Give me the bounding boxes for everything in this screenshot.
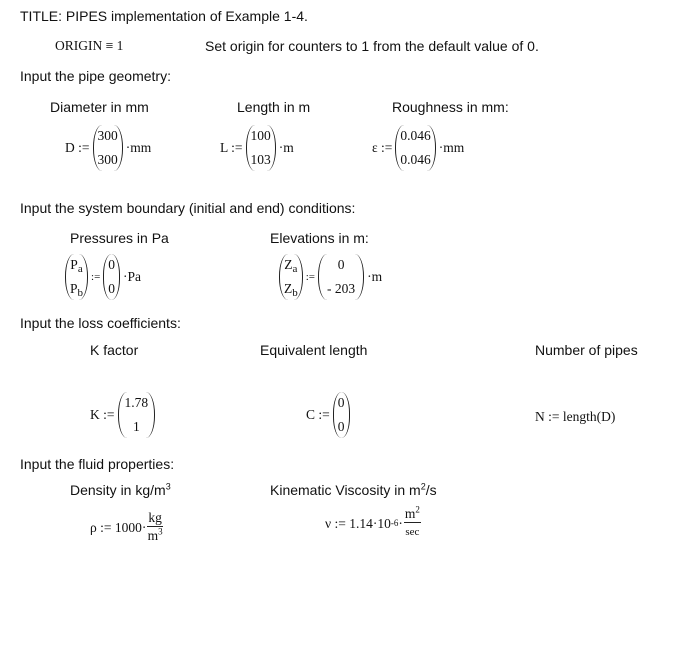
length-matrix: 100 103 [246, 125, 276, 171]
c-matrix: 0 0 [333, 392, 350, 438]
unit: ·m [278, 140, 294, 155]
var: L := [220, 140, 243, 155]
length-label: Length in m [237, 99, 311, 115]
number-of-pipes-label: Number of pipes [535, 342, 638, 358]
unit: ·mm [438, 140, 465, 155]
expr: ν := 1.14·10 [325, 515, 391, 531]
c-definition[interactable] [306, 392, 353, 438]
viscosity-unit-fraction: $\frac{m^2}{\sec}$ [404, 504, 420, 538]
density-label: Density in $kg/m^3$ [70, 481, 171, 498]
roughness-matrix: 0.046 0.046 [395, 125, 435, 171]
assign: := [91, 271, 101, 283]
diameter-label: Diameter in mm [50, 99, 149, 115]
pressure-values-matrix: 0 0 [103, 254, 120, 300]
k-definition[interactable] [90, 392, 158, 438]
diameter-definition[interactable] [65, 125, 151, 171]
elevations-label: Elevations in m: [270, 230, 369, 246]
unit: ·Pa [123, 269, 142, 284]
equivalent-length-label: Equivalent length [260, 342, 368, 358]
worksheet-title: TITLE: PIPES implementation of Example 1-4. [20, 8, 308, 24]
var: K := [90, 407, 115, 422]
k-factor-label: K factor [90, 342, 139, 358]
unit: ·mm [125, 140, 152, 155]
loss-heading: Input the loss coefficients: [20, 315, 181, 331]
n-definition[interactable]: N := length(D) [535, 409, 616, 424]
length-definition[interactable] [220, 125, 294, 171]
origin-comment: Set origin for counters to 1 from the default value of 0. [205, 38, 539, 54]
pressure-vars-matrix: $P_a$ $P_b$ [65, 254, 88, 300]
expr: ρ := 1000· [90, 519, 147, 535]
roughness-label: Roughness in mm: [392, 99, 509, 115]
viscosity-label: Kinematic Viscosity in $m^2/s$ [270, 481, 437, 498]
elevation-values-matrix: 0 - 203 [318, 254, 364, 300]
unit: ·m [367, 269, 383, 284]
fluid-heading: Input the fluid properties: [20, 456, 175, 472]
geometry-heading: Input the pipe geometry: [20, 68, 171, 84]
roughness-definition[interactable] [372, 125, 464, 171]
var: D := [65, 140, 90, 155]
elevations-definition[interactable] [276, 254, 382, 300]
origin-expression[interactable]: ORIGIN ≡ 1 [55, 38, 124, 53]
density-definition[interactable] [90, 510, 163, 545]
var: C := [306, 407, 330, 422]
assign: := [305, 271, 316, 283]
density-unit-fraction: $\frac{kg}{m^3}$ [147, 510, 163, 543]
pressures-definition[interactable] [62, 254, 141, 300]
diameter-matrix: 300 300 [93, 125, 123, 171]
viscosity-definition[interactable]: ν := 1.14·10 -6 · $\frac{m^2}{\sec}$ [325, 506, 421, 541]
var: ε := [372, 140, 393, 155]
elevation-vars-matrix: $Z_a$ $Z_b$ [279, 254, 303, 300]
k-matrix: 1.78 1 [118, 392, 156, 438]
boundary-heading: Input the system boundary (initial and end) conditions: [20, 200, 356, 216]
pressures-label: Pressures in Pa [70, 230, 169, 246]
